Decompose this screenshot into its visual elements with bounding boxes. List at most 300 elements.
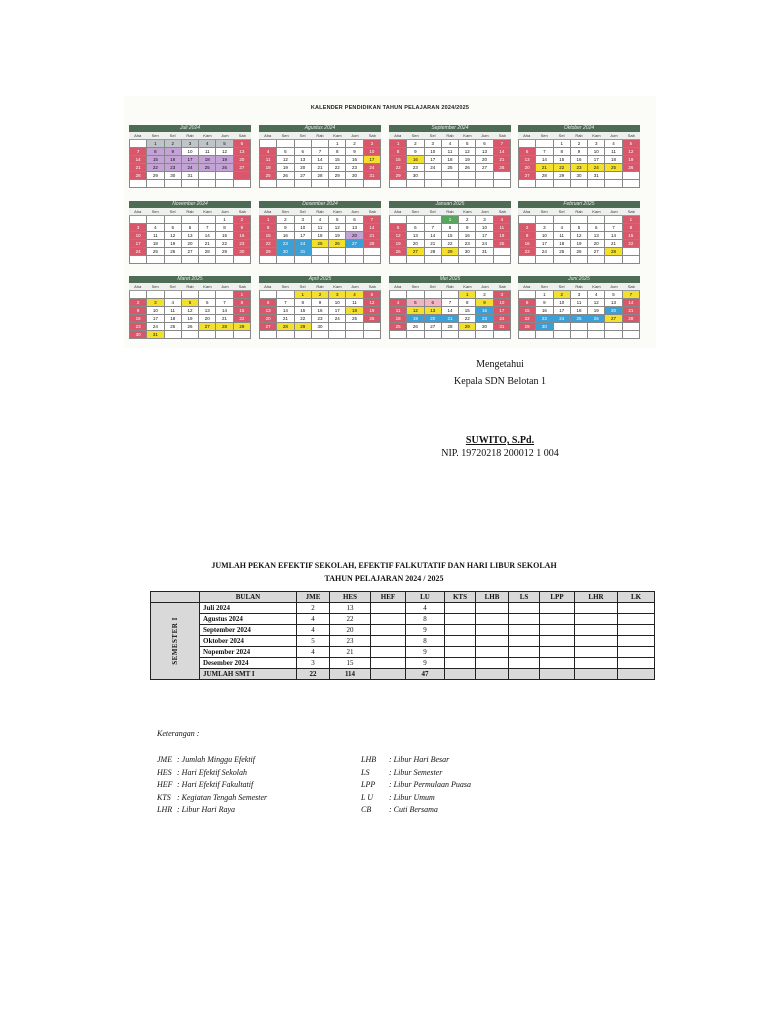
- day-cell: 27: [588, 248, 605, 256]
- value-cell: [575, 658, 618, 669]
- value-cell: [509, 669, 540, 680]
- day-cell: [295, 180, 312, 188]
- weekday-label: Sen: [281, 133, 289, 138]
- summary-body: [151, 603, 655, 680]
- day-cell: 22: [390, 164, 407, 172]
- legend-abbr: LHB: [361, 755, 377, 764]
- day-cell: 18: [165, 315, 182, 323]
- weekday-header: [129, 283, 251, 291]
- day-cell: 29: [216, 248, 233, 256]
- day-cell: 2: [476, 291, 493, 299]
- day-cell: [165, 216, 182, 224]
- day-cell: [407, 256, 424, 264]
- day-cell: 10: [536, 232, 553, 240]
- weekday-label: Sen: [281, 284, 289, 289]
- value-cell: 4: [297, 647, 330, 658]
- day-cell: 6: [234, 140, 251, 148]
- day-cell: 24: [182, 164, 199, 172]
- day-cell: 20: [234, 156, 251, 164]
- value-cell: [371, 669, 406, 680]
- day-cell: 27: [182, 248, 199, 256]
- day-cell: 20: [295, 164, 312, 172]
- day-cell: 17: [329, 307, 346, 315]
- day-cell: 16: [407, 156, 424, 164]
- day-cell: 25: [346, 315, 363, 323]
- day-cell: 12: [407, 307, 424, 315]
- weekday-label: Sab: [498, 209, 506, 214]
- day-cell: 2: [346, 140, 363, 148]
- day-cell: [536, 180, 553, 188]
- day-cell: 30: [130, 331, 147, 339]
- value-cell: [618, 625, 655, 636]
- day-cell: 4: [312, 216, 329, 224]
- day-cell: [425, 216, 442, 224]
- legend-item: [361, 779, 471, 791]
- day-cell: 19: [588, 307, 605, 315]
- weekday-label: Jum: [351, 209, 359, 214]
- day-cell: 26: [216, 164, 233, 172]
- day-cell: 9: [312, 299, 329, 307]
- day-cell: 28: [277, 323, 294, 331]
- legend-desc: : Libur Umum: [389, 792, 435, 802]
- day-cell: 11: [494, 224, 511, 232]
- day-cell: [536, 256, 553, 264]
- day-cell: 25: [571, 315, 588, 323]
- weekday-label: Rab: [446, 284, 454, 289]
- value-cell: [509, 603, 540, 614]
- month-name: September 2024: [389, 125, 511, 132]
- day-cell: 7: [277, 299, 294, 307]
- day-cell: 21: [277, 315, 294, 323]
- day-cell: 8: [519, 299, 536, 307]
- day-cell: [260, 256, 277, 264]
- day-cell: [390, 180, 407, 188]
- day-cell: [234, 256, 251, 264]
- day-cell: 19: [364, 307, 381, 315]
- day-cell: 3: [476, 216, 493, 224]
- day-grid: [518, 291, 640, 339]
- weekday-label: Jum: [610, 133, 618, 138]
- day-cell: [234, 331, 251, 339]
- day-cell: 2: [459, 216, 476, 224]
- value-cell: 4: [406, 603, 445, 614]
- day-cell: [216, 180, 233, 188]
- day-cell: 13: [182, 232, 199, 240]
- day-cell: 23: [277, 240, 294, 248]
- day-cell: [519, 180, 536, 188]
- value-cell: 4: [297, 625, 330, 636]
- day-cell: [216, 331, 233, 339]
- table-row: [151, 647, 655, 658]
- day-cell: 1: [216, 216, 233, 224]
- day-cell: 3: [588, 140, 605, 148]
- day-cell: 1: [459, 291, 476, 299]
- day-cell: 5: [605, 291, 622, 299]
- month-name: Maret 2025: [129, 276, 251, 283]
- day-cell: 18: [554, 240, 571, 248]
- month-calendar: [129, 125, 251, 188]
- day-cell: [130, 140, 147, 148]
- day-cell: 30: [459, 248, 476, 256]
- month-cell: September 2024: [200, 625, 297, 636]
- day-cell: 26: [407, 323, 424, 331]
- summary-title-line-2: TAHUN PELAJARAN 2024 / 2025: [324, 574, 444, 583]
- day-cell: 9: [476, 299, 493, 307]
- day-cell: [346, 331, 363, 339]
- day-cell: 8: [554, 148, 571, 156]
- day-cell: 25: [554, 248, 571, 256]
- day-cell: 17: [364, 156, 381, 164]
- day-cell: 13: [346, 224, 363, 232]
- day-cell: 2: [571, 140, 588, 148]
- day-cell: 24: [476, 240, 493, 248]
- day-cell: 12: [623, 148, 640, 156]
- value-cell: [445, 625, 476, 636]
- day-cell: 17: [588, 156, 605, 164]
- day-cell: [425, 256, 442, 264]
- day-cell: 6: [407, 224, 424, 232]
- day-cell: [216, 172, 233, 180]
- value-cell: [371, 658, 406, 669]
- day-cell: 3: [130, 224, 147, 232]
- day-cell: [216, 256, 233, 264]
- day-cell: 31: [364, 172, 381, 180]
- day-cell: 22: [216, 240, 233, 248]
- value-cell: [509, 614, 540, 625]
- value-cell: [371, 614, 406, 625]
- weekday-label: Sab: [238, 209, 246, 214]
- weekday-label: Kam: [463, 209, 472, 214]
- day-cell: 10: [364, 148, 381, 156]
- day-cell: 26: [165, 248, 182, 256]
- month-name: Desember 2024: [259, 201, 381, 208]
- day-cell: 22: [554, 164, 571, 172]
- day-cell: 15: [459, 307, 476, 315]
- day-cell: [536, 331, 553, 339]
- weekday-label: Kam: [463, 133, 472, 138]
- day-cell: 12: [390, 232, 407, 240]
- day-cell: 4: [442, 140, 459, 148]
- weekday-label: Kam: [203, 284, 212, 289]
- weekday-label: Sel: [169, 209, 176, 214]
- day-cell: [407, 180, 424, 188]
- value-cell: 15: [330, 658, 371, 669]
- signatory-nip: NIP. 19720218 200012 1 004: [441, 448, 559, 459]
- day-cell: 16: [459, 232, 476, 240]
- value-cell: [575, 603, 618, 614]
- day-cell: 20: [260, 315, 277, 323]
- month-calendar: [259, 276, 381, 339]
- value-cell: [476, 658, 509, 669]
- day-cell: 14: [199, 232, 216, 240]
- weekday-label: Sen: [151, 284, 159, 289]
- day-cell: 16: [234, 232, 251, 240]
- day-cell: 17: [147, 315, 164, 323]
- month-cell: Desember 2024: [200, 658, 297, 669]
- day-cell: 18: [442, 156, 459, 164]
- day-cell: 15: [329, 156, 346, 164]
- day-cell: 11: [165, 307, 182, 315]
- day-grid: [259, 140, 381, 188]
- day-cell: 16: [519, 240, 536, 248]
- month-cell: Agustus 2024: [200, 614, 297, 625]
- value-cell: [618, 636, 655, 647]
- day-cell: 27: [519, 172, 536, 180]
- day-cell: 15: [519, 307, 536, 315]
- day-cell: [476, 331, 493, 339]
- day-cell: [364, 256, 381, 264]
- day-cell: 4: [494, 216, 511, 224]
- ack-line-2: Kepala SDN Belotan 1: [454, 376, 546, 387]
- weekday-label: Aha: [264, 209, 272, 214]
- day-cell: 14: [312, 156, 329, 164]
- day-cell: [234, 180, 251, 188]
- day-cell: 27: [199, 323, 216, 331]
- value-cell: [445, 658, 476, 669]
- day-cell: 31: [295, 248, 312, 256]
- signatory-name: SUWITO, S.Pd.: [465, 435, 535, 446]
- day-cell: 8: [234, 299, 251, 307]
- weekday-label: Kam: [592, 133, 601, 138]
- day-cell: 1: [295, 291, 312, 299]
- day-cell: [588, 180, 605, 188]
- day-cell: 10: [147, 307, 164, 315]
- day-cell: [588, 331, 605, 339]
- day-cell: [605, 331, 622, 339]
- weekday-label: Sab: [627, 209, 635, 214]
- day-cell: [182, 216, 199, 224]
- acknowledgement: [380, 356, 620, 390]
- day-cell: 19: [329, 232, 346, 240]
- day-cell: [588, 216, 605, 224]
- day-cell: [442, 172, 459, 180]
- weekday-label: Rab: [446, 133, 454, 138]
- day-cell: 1: [554, 140, 571, 148]
- day-cell: [295, 331, 312, 339]
- day-cell: 5: [216, 140, 233, 148]
- day-cell: [329, 256, 346, 264]
- value-cell: 8: [406, 614, 445, 625]
- weekday-label: Sen: [411, 133, 419, 138]
- day-cell: 14: [442, 307, 459, 315]
- day-cell: 9: [519, 232, 536, 240]
- day-cell: 15: [623, 232, 640, 240]
- column-header: LS: [509, 592, 540, 603]
- day-cell: 29: [234, 323, 251, 331]
- value-cell: [540, 625, 575, 636]
- weekday-label: Sen: [281, 209, 289, 214]
- column-header: KTS: [445, 592, 476, 603]
- day-cell: [519, 256, 536, 264]
- day-cell: 28: [312, 172, 329, 180]
- day-cell: 21: [364, 232, 381, 240]
- legend-item: [157, 754, 255, 766]
- day-cell: 8: [459, 299, 476, 307]
- weekday-label: Aha: [523, 209, 531, 214]
- weekday-label: Sen: [540, 209, 548, 214]
- day-cell: 27: [295, 172, 312, 180]
- day-cell: 20: [199, 315, 216, 323]
- day-cell: [459, 180, 476, 188]
- day-cell: [571, 180, 588, 188]
- day-cell: 21: [605, 240, 622, 248]
- day-cell: [459, 172, 476, 180]
- value-cell: 3: [297, 658, 330, 669]
- day-cell: [130, 291, 147, 299]
- day-cell: 8: [623, 224, 640, 232]
- month-calendar: [518, 201, 640, 264]
- month-name: Juni 2025: [518, 276, 640, 283]
- month-name: Mei 2025: [389, 276, 511, 283]
- weekday-label: Kam: [203, 133, 212, 138]
- day-cell: 13: [407, 232, 424, 240]
- day-cell: 17: [182, 156, 199, 164]
- semester-label: SEMESTER I: [170, 617, 179, 665]
- month-calendar: [518, 276, 640, 339]
- column-header: LPP: [540, 592, 575, 603]
- weekday-label: Aha: [134, 209, 142, 214]
- month-name: Juli 2024: [129, 125, 251, 132]
- legend-desc: : Cuti Bersama: [389, 805, 438, 814]
- day-cell: 6: [425, 299, 442, 307]
- day-cell: 9: [536, 299, 553, 307]
- day-cell: 29: [295, 323, 312, 331]
- weekday-header: [259, 283, 381, 291]
- day-cell: 15: [295, 307, 312, 315]
- legend-item: [361, 792, 435, 804]
- weekday-label: Kam: [333, 133, 342, 138]
- day-cell: 19: [277, 164, 294, 172]
- day-cell: 25: [199, 164, 216, 172]
- day-cell: 5: [459, 140, 476, 148]
- weekday-label: Kam: [463, 284, 472, 289]
- day-cell: 16: [165, 156, 182, 164]
- column-header: HEF: [371, 592, 406, 603]
- day-grid: [129, 140, 251, 188]
- day-cell: 15: [442, 232, 459, 240]
- day-cell: 4: [260, 148, 277, 156]
- month-calendar: [129, 201, 251, 264]
- legend-item: [157, 804, 235, 816]
- day-cell: 20: [605, 307, 622, 315]
- column-header: LK: [618, 592, 655, 603]
- day-cell: 26: [588, 315, 605, 323]
- day-cell: 15: [390, 156, 407, 164]
- day-cell: [199, 291, 216, 299]
- weekday-label: Sab: [238, 133, 246, 138]
- day-cell: 14: [494, 148, 511, 156]
- day-cell: 19: [216, 156, 233, 164]
- day-cell: [329, 323, 346, 331]
- day-cell: [216, 291, 233, 299]
- day-cell: [554, 216, 571, 224]
- weekday-label: Jum: [610, 209, 618, 214]
- weekday-label: Jum: [610, 284, 618, 289]
- day-cell: 27: [260, 323, 277, 331]
- value-cell: 20: [330, 625, 371, 636]
- legend-abbr: KTS: [157, 792, 171, 802]
- day-cell: [425, 291, 442, 299]
- month-name: Januari 2025: [389, 201, 511, 208]
- day-cell: 24: [329, 315, 346, 323]
- weekday-label: Rab: [316, 209, 324, 214]
- day-cell: [312, 140, 329, 148]
- day-cell: [494, 172, 511, 180]
- day-cell: 22: [459, 315, 476, 323]
- day-cell: 7: [442, 299, 459, 307]
- day-cell: [425, 172, 442, 180]
- day-cell: [554, 180, 571, 188]
- day-cell: 13: [588, 232, 605, 240]
- value-cell: 23: [330, 636, 371, 647]
- day-cell: [494, 256, 511, 264]
- day-cell: [519, 140, 536, 148]
- day-cell: [605, 180, 622, 188]
- value-cell: [445, 636, 476, 647]
- day-cell: 4: [390, 299, 407, 307]
- column-header: HES: [330, 592, 371, 603]
- day-cell: 15: [234, 307, 251, 315]
- day-cell: [623, 172, 640, 180]
- day-cell: 1: [442, 216, 459, 224]
- weekday-label: Sab: [627, 284, 635, 289]
- day-cell: 29: [554, 172, 571, 180]
- day-cell: 29: [390, 172, 407, 180]
- day-cell: 14: [364, 224, 381, 232]
- legend-item: [361, 767, 442, 779]
- day-cell: [494, 248, 511, 256]
- day-cell: 20: [346, 232, 363, 240]
- weekday-label: Rab: [575, 284, 583, 289]
- day-cell: 5: [407, 299, 424, 307]
- weekday-label: Rab: [575, 209, 583, 214]
- column-header: LHR: [575, 592, 618, 603]
- day-grid: [389, 140, 511, 188]
- day-cell: 24: [494, 315, 511, 323]
- day-cell: 8: [147, 148, 164, 156]
- day-cell: 31: [182, 172, 199, 180]
- day-cell: 30: [536, 323, 553, 331]
- value-cell: 13: [330, 603, 371, 614]
- day-cell: [536, 216, 553, 224]
- day-cell: [147, 216, 164, 224]
- day-cell: 11: [312, 224, 329, 232]
- weekday-label: Aha: [523, 284, 531, 289]
- column-header: LHB: [476, 592, 509, 603]
- day-cell: 13: [519, 156, 536, 164]
- value-cell: [509, 647, 540, 658]
- day-cell: 10: [295, 224, 312, 232]
- table-row: [151, 614, 655, 625]
- value-cell: [476, 614, 509, 625]
- day-cell: [390, 291, 407, 299]
- weekday-label: Sel: [169, 133, 176, 138]
- day-cell: [605, 172, 622, 180]
- day-cell: [623, 331, 640, 339]
- day-cell: [554, 331, 571, 339]
- day-cell: [407, 216, 424, 224]
- day-cell: 22: [260, 240, 277, 248]
- day-cell: 6: [519, 148, 536, 156]
- day-cell: [312, 331, 329, 339]
- value-cell: [618, 614, 655, 625]
- weekday-header: [259, 208, 381, 216]
- day-cell: 24: [295, 240, 312, 248]
- day-cell: 7: [312, 148, 329, 156]
- legend-abbr: HEF: [157, 780, 173, 789]
- day-cell: [407, 331, 424, 339]
- day-cell: 9: [346, 148, 363, 156]
